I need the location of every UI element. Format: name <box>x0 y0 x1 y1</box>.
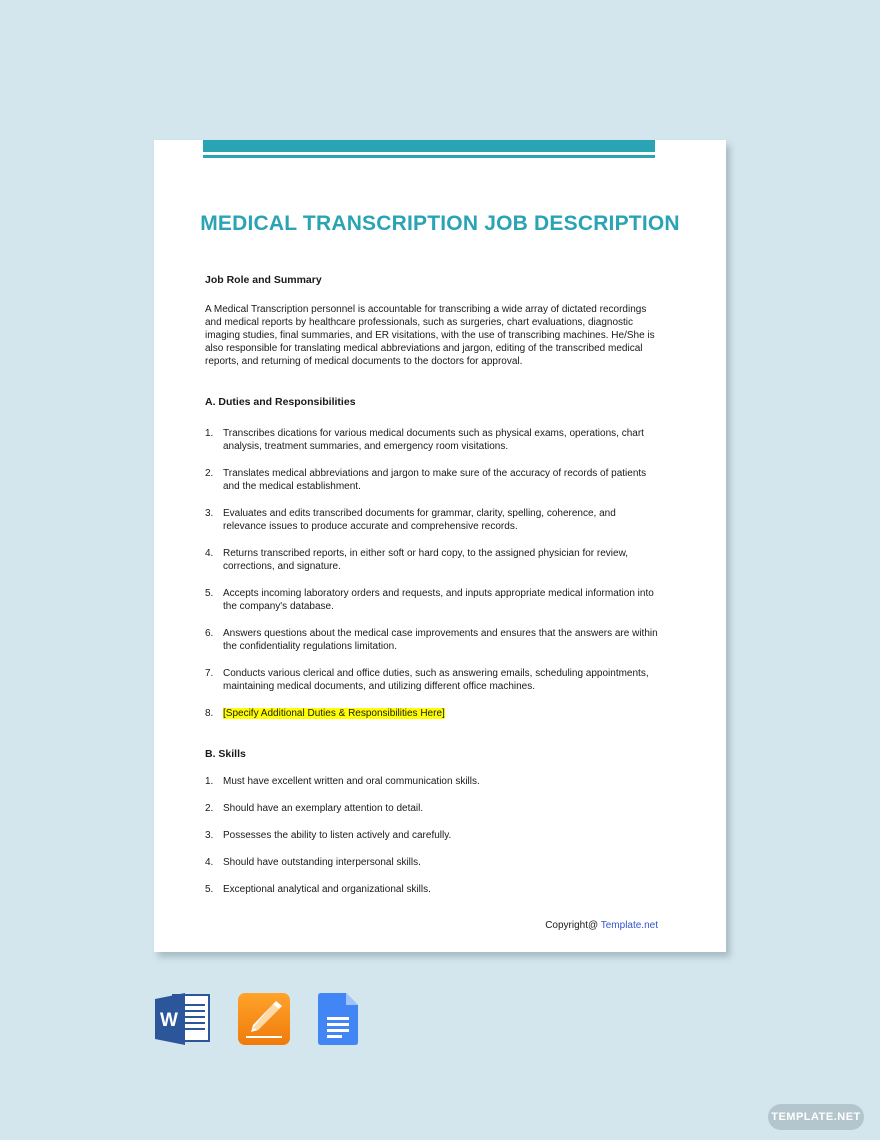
duty-item: 2. Translates medical abbreviations and jargon to make sure of the accuracy of records of patients and the medical establishment. <box>205 468 647 492</box>
document-page <box>154 140 726 952</box>
skill-item: 2. Should have an exemplary attention to detail. <box>205 803 424 814</box>
copyright-link[interactable]: Template.net <box>600 920 658 931</box>
document-body <box>205 274 659 896</box>
google-docs-icon[interactable] <box>318 993 358 1050</box>
header-rule <box>203 155 655 158</box>
svg-text:W: W <box>160 1010 178 1031</box>
skill-item: 4. Should have outstanding interpersonal skills. <box>205 857 421 868</box>
document-title: MEDICAL TRANSCRIPTION JOB DESCRIPTION <box>200 212 680 235</box>
skill-item: 5. Exceptional analytical and organizational skills. <box>205 884 431 895</box>
skill-item: 1. Must have excellent written and oral communication skills. <box>205 776 480 787</box>
summary-paragraph: A Medical Transcription personnel is accountable for transcribing a wide array of dictated recordings and medical reports by healthcare professionals, such as surgeries, chart evaluations, diagnostic imaging studies, final summaries, and ER visitations, with the use of transcribing machines. He/She is also responsible for translating medical abbreviations and jargon, editing of the transcribed medical reports, and returning of medical documents to the doctors for approval. <box>205 304 655 367</box>
highlighted-placeholder: [Specify Additional Duties & Responsibilities Here] <box>223 708 445 719</box>
summary-heading: Job Role and Summary <box>205 274 322 286</box>
template-net-badge[interactable]: TEMPLATE.NET <box>768 1104 864 1130</box>
duty-item: 1. Transcribes dications for various medical documents such as physical exams, operations, chart analysis, treatment summaries, and emergency room visitations. <box>205 428 644 452</box>
duties-heading: A. Duties and Responsibilities <box>205 396 356 408</box>
duty-item: 6. Answers questions about the medical case improvements and ensures that the answers are within the confidentiality regulations limitation. <box>205 628 658 652</box>
duty-item-placeholder: 8. [Specify Additional Duties & Responsibilities Here] <box>205 708 445 719</box>
word-icon[interactable] <box>155 993 211 1050</box>
pages-icon[interactable] <box>238 993 290 1050</box>
header-bar <box>203 140 655 152</box>
duty-item: 4. Returns transcribed reports, in either soft or hard copy, to the assigned physician for review, corrections, and signature. <box>205 548 629 572</box>
duty-item: 7. Conducts various clerical and office duties, such as answering emails, scheduling appointments, maintaining medical documents, and utilizing different office machines. <box>205 668 649 692</box>
duty-item: 5. Accepts incoming laboratory orders and requests, and inputs appropriate medical information into the company's database. <box>205 588 654 612</box>
duty-item: 3. Evaluates and edits transcribed documents for grammar, clarity, spelling, coherence, and relevance issues to produce accurate and comprehensive records. <box>205 508 616 532</box>
copyright-label: Copyright@ <box>545 920 601 931</box>
copyright-notice <box>545 920 658 931</box>
skill-item: 3. Possesses the ability to listen actively and carefully. <box>205 830 452 841</box>
skills-heading: B. Skills <box>205 748 246 760</box>
